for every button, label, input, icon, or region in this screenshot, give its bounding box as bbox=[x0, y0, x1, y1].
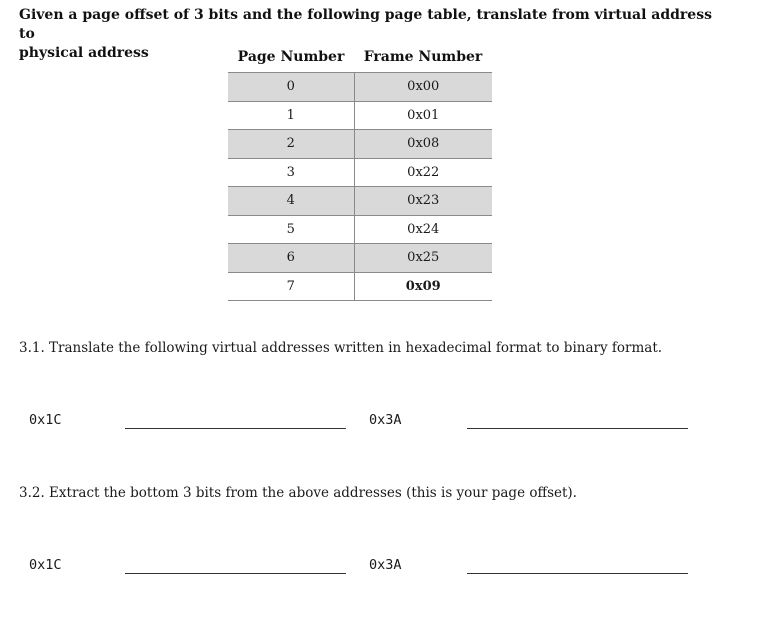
q2-address-b-label: 0x3A bbox=[369, 557, 402, 573]
page-number-cell: 6 bbox=[228, 244, 354, 273]
q1-address-a-label: 0x1C bbox=[29, 412, 62, 428]
q2-address-a-answer-blank[interactable] bbox=[125, 573, 346, 574]
page-number-cell: 5 bbox=[228, 215, 354, 244]
problem-statement-line-2: physical address bbox=[19, 45, 149, 61]
page-table-header-row bbox=[228, 42, 492, 73]
frame-number-cell: 0x25 bbox=[354, 244, 492, 273]
q1-address-b-label: 0x3A bbox=[369, 412, 402, 428]
q2-address-a-label: 0x1C bbox=[29, 557, 62, 573]
problem-statement-line-1: Given a page offset of 3 bits and the following page table, translate from virtual address to bbox=[19, 7, 712, 42]
frame-number-cell: 0x22 bbox=[354, 158, 492, 187]
page-number-cell: 2 bbox=[228, 130, 354, 159]
question-3-1-text: 3.1. Translate the following virtual addresses written in hexadecimal format to binary format. bbox=[19, 340, 663, 356]
question-3-2-text: 3.2. Extract the bottom 3 bits from the above addresses (this is your page offset). bbox=[19, 485, 577, 501]
page-number-cell: 1 bbox=[228, 101, 354, 130]
frame-number-cell: 0x01 bbox=[354, 101, 492, 130]
table-row bbox=[228, 101, 492, 130]
frame-number-cell: 0x24 bbox=[354, 215, 492, 244]
page-number-cell: 4 bbox=[228, 187, 354, 216]
frame-number-cell: 0x00 bbox=[354, 73, 492, 102]
q2-address-b-answer-blank[interactable] bbox=[467, 573, 688, 574]
q1-address-b-answer-blank[interactable] bbox=[467, 428, 688, 429]
page-number-cell: 7 bbox=[228, 272, 354, 301]
page-table bbox=[228, 42, 492, 301]
page-number-cell: 3 bbox=[228, 158, 354, 187]
table-row bbox=[228, 272, 492, 301]
frame-number-cell: 0x09 bbox=[354, 272, 492, 301]
frame-number-cell: 0x23 bbox=[354, 187, 492, 216]
frame-number-cell: 0x08 bbox=[354, 130, 492, 159]
table-row bbox=[228, 244, 492, 273]
page-number-cell: 0 bbox=[228, 73, 354, 102]
q1-address-a-answer-blank[interactable] bbox=[125, 428, 346, 429]
table-row bbox=[228, 130, 492, 159]
table-row bbox=[228, 187, 492, 216]
table-row bbox=[228, 158, 492, 187]
frame-number-header: Frame Number bbox=[363, 49, 483, 65]
page-number-header: Page Number bbox=[237, 49, 345, 65]
table-row bbox=[228, 215, 492, 244]
table-row bbox=[228, 73, 492, 102]
